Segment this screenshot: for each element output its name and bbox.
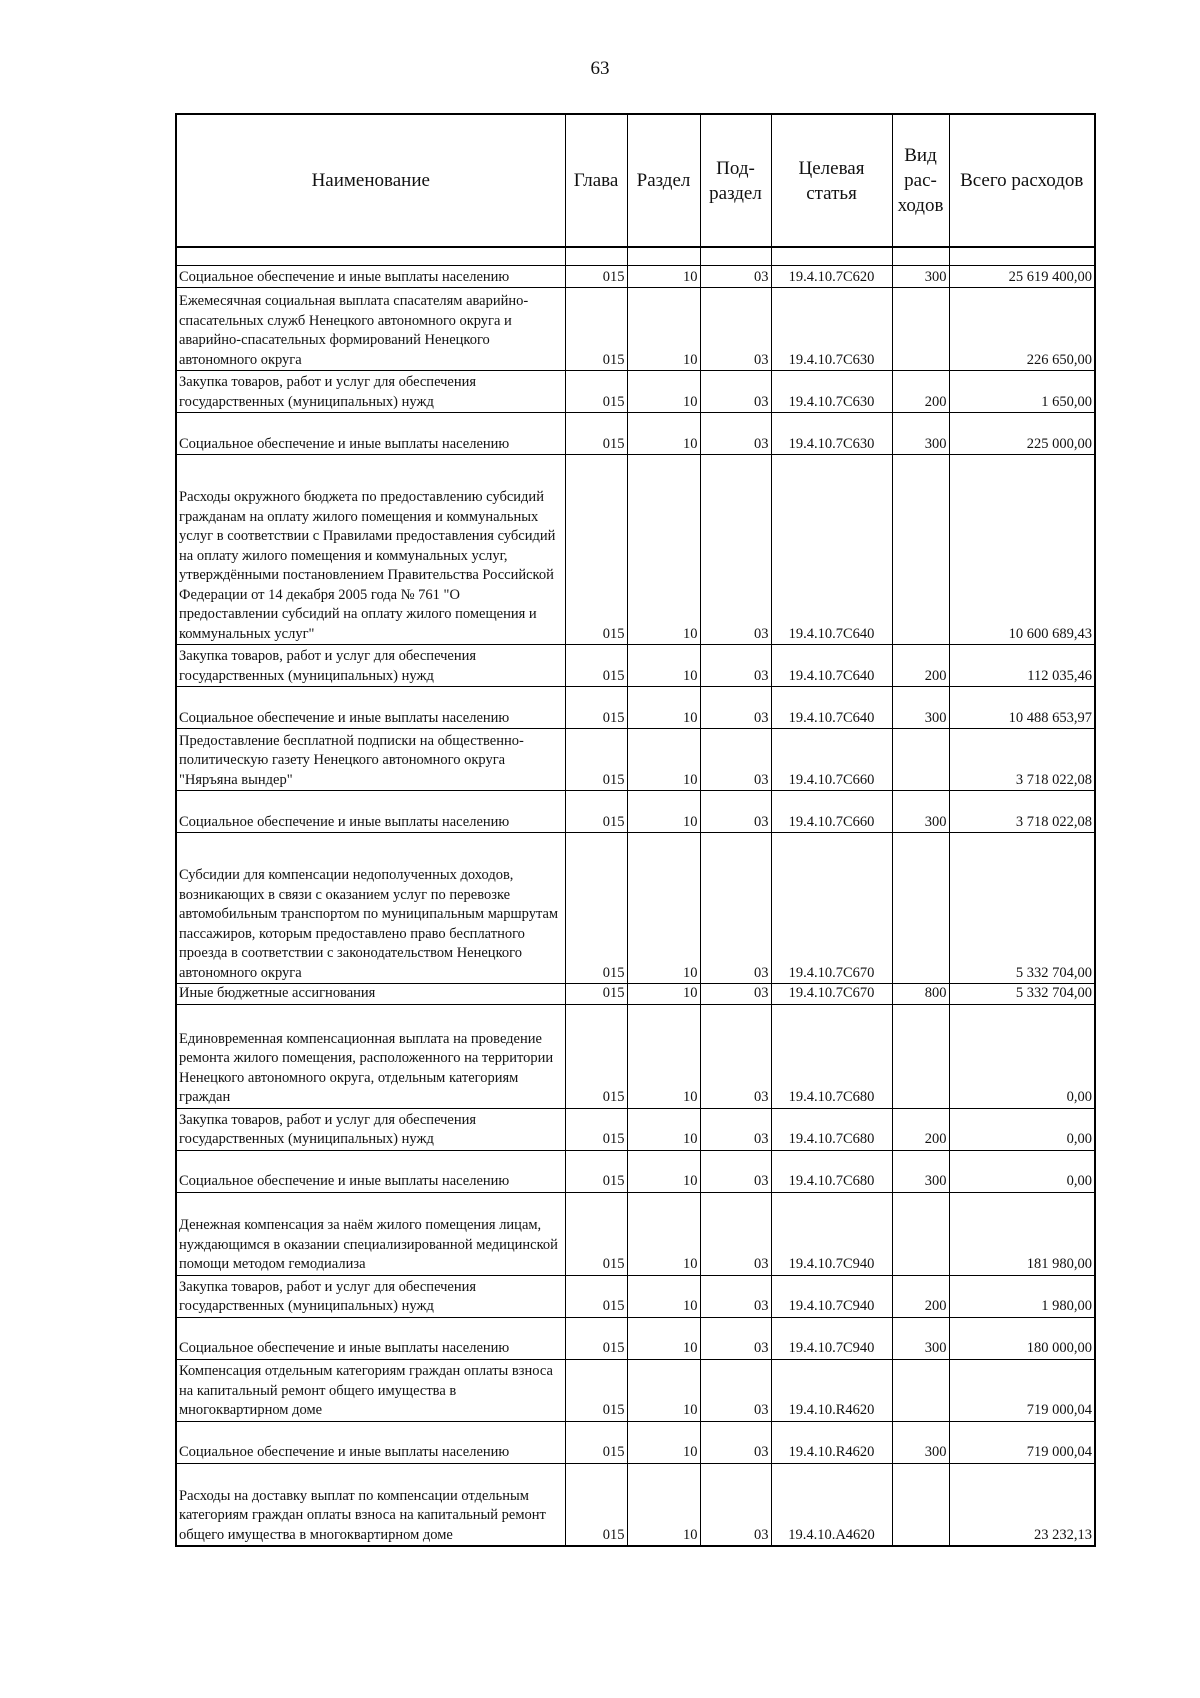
cell-subsection: 03 [700,791,771,833]
cell-target-article: 19.4.10.7С630 [771,371,892,413]
cell-expense-type: 200 [892,371,949,413]
cell-chapter: 015 [565,371,627,413]
cell-subsection: 03 [700,266,771,288]
cell-target-article: 19.4.10.7С660 [771,729,892,791]
table-row [176,413,1095,455]
cell-chapter: 015 [565,1108,627,1150]
cell-chapter: 015 [565,645,627,687]
cell-total: 225 000,00 [949,413,1095,455]
cell-total: 3 718 022,08 [949,791,1095,833]
table-row [176,1004,1095,1108]
cell-expense-type: 300 [892,1421,949,1463]
gap-cell [892,247,949,266]
cell-expense-type: 200 [892,645,949,687]
cell-name: Социальное обеспечение и иные выплаты населению [176,791,565,833]
cell-chapter: 015 [565,288,627,371]
gap-cell [627,247,700,266]
table-row [176,1150,1095,1192]
cell-total: 719 000,04 [949,1421,1095,1463]
cell-target-article: 19.4.10.R4620 [771,1421,892,1463]
cell-name: Закупка товаров, работ и услуг для обеспечения государственных (муниципальных) нужд [176,1275,565,1317]
page-number: 63 [590,58,610,79]
cell-name: Закупка товаров, работ и услуг для обеспечения государственных (муниципальных) нужд [176,1108,565,1150]
table-row [176,371,1095,413]
cell-total: 23 232,13 [949,1463,1095,1546]
cell-chapter: 015 [565,1192,627,1275]
cell-expense-type: 200 [892,1275,949,1317]
cell-expense-type [892,833,949,984]
table-row [176,1275,1095,1317]
budget-table [175,113,1096,1547]
gap-cell [565,247,627,266]
cell-expense-type: 800 [892,984,949,1005]
cell-chapter: 015 [565,1359,627,1421]
cell-target-article: 19.4.10.7С620 [771,266,892,288]
header-type: Вид рас- ходов [892,114,949,247]
cell-name: Расходы окружного бюджета по предоставлению субсидий гражданам на оплату жилого помещения и коммунальных услуг в соответствии с Правилами предоставления субсидий на оплату жилого помещения и коммунальных услуг, утверждёнными постановлением Правительства Российской Федерации от 14 декабря 2005 года № 761 "О предоставлении субсидий на оплату жилого помещения и коммунальных услуг" [176,455,565,645]
cell-chapter: 015 [565,729,627,791]
cell-chapter: 015 [565,1150,627,1192]
table-row [176,687,1095,729]
cell-target-article: 19.4.10.7С630 [771,288,892,371]
cell-subsection: 03 [700,645,771,687]
cell-subsection: 03 [700,1275,771,1317]
cell-target-article: 19.4.10.7С640 [771,455,892,645]
cell-subsection: 03 [700,1317,771,1359]
cell-expense-type [892,1463,949,1546]
cell-section: 10 [627,1150,700,1192]
header-total: Всего расходов [949,114,1095,247]
cell-expense-type [892,1192,949,1275]
cell-section: 10 [627,1359,700,1421]
cell-chapter: 015 [565,791,627,833]
cell-total: 181 980,00 [949,1192,1095,1275]
cell-name: Социальное обеспечение и иные выплаты населению [176,1421,565,1463]
cell-section: 10 [627,729,700,791]
cell-name: Социальное обеспечение и иные выплаты населению [176,1317,565,1359]
cell-target-article: 19.4.10.7С670 [771,833,892,984]
cell-subsection: 03 [700,1463,771,1546]
cell-expense-type [892,1359,949,1421]
cell-total: 1 650,00 [949,371,1095,413]
cell-expense-type: 300 [892,266,949,288]
cell-target-article: 19.4.10.7С630 [771,413,892,455]
gap-cell [949,247,1095,266]
cell-chapter: 015 [565,1004,627,1108]
cell-chapter: 015 [565,1317,627,1359]
cell-subsection: 03 [700,1004,771,1108]
cell-total: 0,00 [949,1150,1095,1192]
cell-total: 10 600 689,43 [949,455,1095,645]
cell-name: Компенсация отдельным категориям граждан оплаты взноса на капитальный ремонт общего имущества в многоквартирном доме [176,1359,565,1421]
cell-section: 10 [627,1421,700,1463]
cell-chapter: 015 [565,1421,627,1463]
cell-section: 10 [627,266,700,288]
cell-section: 10 [627,288,700,371]
table-row [176,455,1095,645]
cell-expense-type [892,729,949,791]
cell-total: 10 488 653,97 [949,687,1095,729]
cell-name: Расходы на доставку выплат по компенсации отдельным категориям граждан оплаты взноса на капитальный ремонт общего имущества в многоквартирном доме [176,1463,565,1546]
cell-section: 10 [627,1192,700,1275]
cell-total: 3 718 022,08 [949,729,1095,791]
cell-section: 10 [627,645,700,687]
cell-subsection: 03 [700,1108,771,1150]
table-row [176,1421,1095,1463]
cell-expense-type: 300 [892,413,949,455]
table-row [176,984,1095,1005]
cell-subsection: 03 [700,833,771,984]
cell-subsection: 03 [700,1192,771,1275]
table-header-row [176,114,1095,247]
cell-section: 10 [627,1108,700,1150]
table-row [176,1463,1095,1546]
header-subsection: Под- раздел [700,114,771,247]
table-row [176,288,1095,371]
gap-cell [771,247,892,266]
cell-total: 0,00 [949,1004,1095,1108]
cell-section: 10 [627,984,700,1005]
cell-name: Ежемесячная социальная выплата спасателям аварийно-спасательных служб Ненецкого автономного округа и аварийно-спасательных формирований Ненецкого автономного округа [176,288,565,371]
cell-expense-type: 300 [892,1150,949,1192]
cell-chapter: 015 [565,687,627,729]
cell-target-article: 19.4.10.7С640 [771,645,892,687]
cell-target-article: 19.4.10.7С670 [771,984,892,1005]
cell-name: Закупка товаров, работ и услуг для обеспечения государственных (муниципальных) нужд [176,371,565,413]
table-row [176,645,1095,687]
cell-total: 180 000,00 [949,1317,1095,1359]
cell-chapter: 015 [565,833,627,984]
cell-target-article: 19.4.10.7С680 [771,1150,892,1192]
cell-section: 10 [627,833,700,984]
cell-total: 719 000,04 [949,1359,1095,1421]
cell-expense-type [892,1004,949,1108]
cell-total: 25 619 400,00 [949,266,1095,288]
header-name: Наименование [176,114,565,247]
cell-total: 0,00 [949,1108,1095,1150]
cell-subsection: 03 [700,371,771,413]
cell-subsection: 03 [700,729,771,791]
cell-section: 10 [627,687,700,729]
cell-name: Денежная компенсация за наём жилого помещения лицам, нуждающимся в оказании специализированной медицинской помощи методом гемодиализа [176,1192,565,1275]
cell-name: Иные бюджетные ассигнования [176,984,565,1005]
cell-section: 10 [627,455,700,645]
cell-chapter: 015 [565,1275,627,1317]
header-chapter: Глава [565,114,627,247]
cell-target-article: 19.4.10.7С680 [771,1108,892,1150]
cell-expense-type: 300 [892,1317,949,1359]
cell-subsection: 03 [700,687,771,729]
cell-target-article: 19.4.10.7С640 [771,687,892,729]
cell-expense-type [892,455,949,645]
cell-name: Единовременная компенсационная выплата на проведение ремонта жилого помещения, расположенного на территории Ненецкого автономного округа, отдельным категориям граждан [176,1004,565,1108]
cell-target-article: 19.4.10.7С680 [771,1004,892,1108]
cell-name: Предоставление бесплатной подписки на общественно-политическую газету Ненецкого автономного округа "Няръяна вындер" [176,729,565,791]
cell-target-article: 19.4.10.R4620 [771,1359,892,1421]
cell-name: Субсидии для компенсации недополученных доходов, возникающих в связи с оказанием услуг по перевозке автомобильным транспортом по муниципальным маршрутам пассажиров, которым предоставлено право бесплатного проезда в соответствии с законодательством Ненецкого автономного округа [176,833,565,984]
cell-section: 10 [627,413,700,455]
cell-expense-type: 200 [892,1108,949,1150]
cell-target-article: 19.4.10.7С940 [771,1275,892,1317]
cell-section: 10 [627,371,700,413]
table-body [176,247,1095,1546]
table-row [176,1108,1095,1150]
cell-target-article: 19.4.10.А4620 [771,1463,892,1546]
cell-section: 10 [627,1317,700,1359]
table-row [176,791,1095,833]
cell-target-article: 19.4.10.7С940 [771,1192,892,1275]
cell-total: 5 332 704,00 [949,984,1095,1005]
cell-name: Социальное обеспечение и иные выплаты населению [176,1150,565,1192]
cell-chapter: 015 [565,266,627,288]
cell-section: 10 [627,1275,700,1317]
cell-expense-type [892,288,949,371]
cell-subsection: 03 [700,288,771,371]
cell-section: 10 [627,1463,700,1546]
cell-chapter: 015 [565,413,627,455]
cell-total: 112 035,46 [949,645,1095,687]
header-target: Целевая статья [771,114,892,247]
cell-subsection: 03 [700,1421,771,1463]
cell-subsection: 03 [700,455,771,645]
cell-subsection: 03 [700,413,771,455]
cell-name: Закупка товаров, работ и услуг для обеспечения государственных (муниципальных) нужд [176,645,565,687]
table-row [176,1317,1095,1359]
cell-subsection: 03 [700,1359,771,1421]
table-row [176,833,1095,984]
cell-section: 10 [627,1004,700,1108]
cell-target-article: 19.4.10.7С940 [771,1317,892,1359]
header-section: Раздел [627,114,700,247]
cell-subsection: 03 [700,984,771,1005]
cell-chapter: 015 [565,984,627,1005]
cell-target-article: 19.4.10.7С660 [771,791,892,833]
table-row [176,1192,1095,1275]
gap-cell [176,247,565,266]
cell-expense-type: 300 [892,687,949,729]
cell-name: Социальное обеспечение и иные выплаты населению [176,266,565,288]
cell-expense-type: 300 [892,791,949,833]
table-row [176,266,1095,288]
cell-total: 5 332 704,00 [949,833,1095,984]
cell-total: 1 980,00 [949,1275,1095,1317]
table-row [176,1359,1095,1421]
cell-name: Социальное обеспечение и иные выплаты населению [176,687,565,729]
cell-total: 226 650,00 [949,288,1095,371]
cell-chapter: 015 [565,1463,627,1546]
gap-cell [700,247,771,266]
cell-name: Социальное обеспечение и иные выплаты населению [176,413,565,455]
cell-section: 10 [627,791,700,833]
header-gap-row [176,247,1095,266]
cell-chapter: 015 [565,455,627,645]
cell-subsection: 03 [700,1150,771,1192]
table-row [176,729,1095,791]
